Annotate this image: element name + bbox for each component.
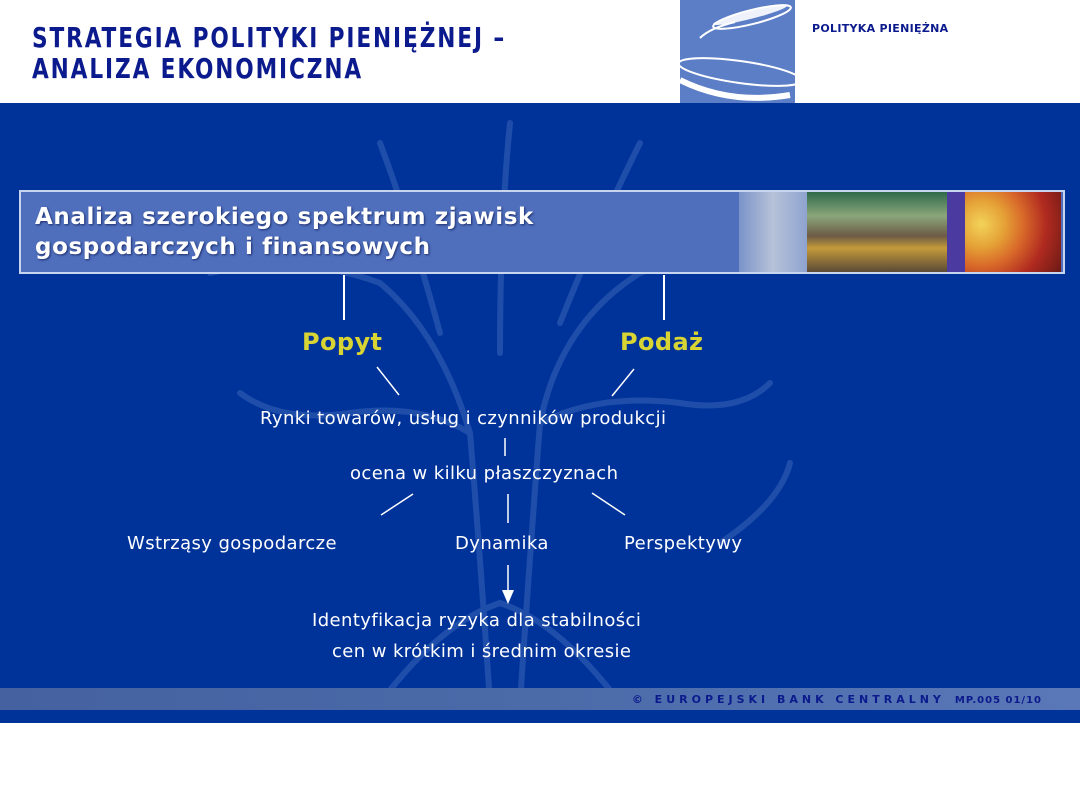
label-result-2: cen w krótkim i średnim okresie: [332, 641, 632, 662]
label-markets: Rynki towarów, usług i czynników produkcji: [260, 408, 667, 429]
title-line-1: STRATEGIA POLITYKI PIENIĘŻNEJ –: [32, 21, 507, 54]
label-dynamics: Dynamika: [455, 533, 549, 554]
label-supply: Podaż: [620, 328, 704, 356]
footer-copyright: [632, 693, 1042, 706]
label-outlook: Perspektywy: [624, 533, 743, 554]
label-shocks: Wstrząsy gospodarcze: [127, 533, 337, 554]
brand-label: POLITYKA PIENIĘŻNA: [812, 22, 949, 35]
topic-line-2: gospodarczych i finansowych: [35, 234, 431, 260]
topic-line-1: Analiza szerokiego spektrum zjawisk: [35, 204, 534, 230]
footer-slide-code: MP.005 01/10: [954, 695, 1042, 706]
label-demand: Popyt: [302, 328, 383, 356]
label-assessment: ocena w kilku płaszczyznach: [350, 463, 619, 484]
footer-copyright-text: © EUROPEJSKI BANK CENTRALNY: [631, 693, 945, 706]
title-line-2: ANALIZA EKONOMICZNA: [32, 52, 364, 85]
label-result-1: Identyfikacja ryzyka dla stabilności: [312, 610, 642, 631]
